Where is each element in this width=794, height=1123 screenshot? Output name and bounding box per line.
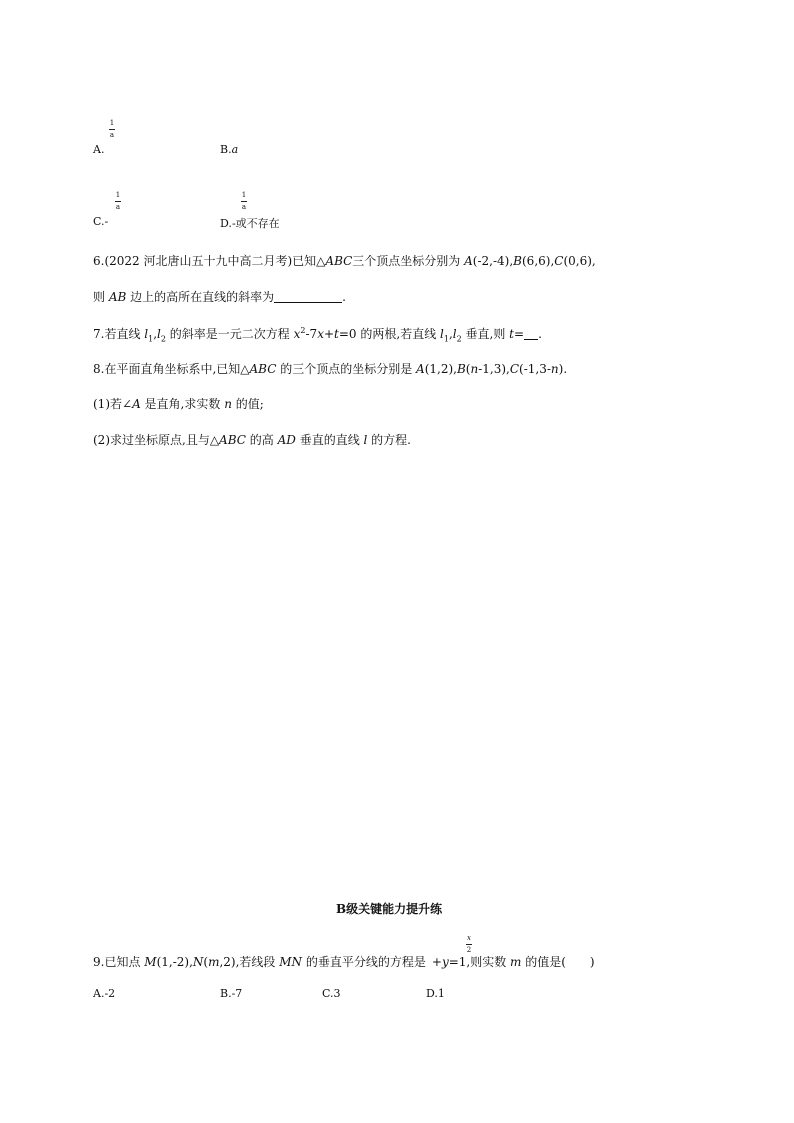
- option-d-label: D.: [220, 217, 232, 230]
- option-d: [220, 215, 280, 231]
- q7-comma2: ,: [448, 327, 453, 341]
- question-6-line-2: [93, 288, 346, 305]
- q7-eq-mid: -7: [305, 327, 318, 341]
- q9-m2: m: [510, 955, 522, 969]
- q9-mid2: 的垂直平分线的方程是: [302, 955, 426, 969]
- question-6-line-1: [93, 252, 596, 269]
- question-9: [93, 953, 595, 970]
- option-d-suffix: 或不存在: [235, 217, 280, 230]
- q8-mid: 的三个顶点的坐标分别是: [276, 362, 417, 376]
- q9-prefix: 9.已知点: [93, 955, 145, 969]
- q9-point-m: M: [144, 955, 157, 969]
- q8-p1-angle: A: [132, 397, 141, 411]
- q8-coord-b-pre: (: [465, 362, 471, 376]
- q9-fraction-numerator: x: [467, 934, 471, 942]
- q7-end: .: [538, 327, 542, 341]
- q6-answer-blank[interactable]: [274, 290, 342, 303]
- q6-point-b: B: [513, 254, 522, 268]
- q9-fraction-bar: [466, 944, 472, 945]
- q7-line-l2: l: [157, 327, 161, 341]
- q9-segment: MN: [279, 955, 303, 969]
- q6-segment: AB: [108, 290, 127, 304]
- q8-p2-mid: 的高: [245, 433, 278, 447]
- q6-line2-prefix: 则: [93, 290, 109, 304]
- q9-y: y: [441, 955, 449, 969]
- option-c: [93, 215, 108, 228]
- q8-p2-mid2: 垂直的直线: [295, 433, 364, 447]
- question-7: [93, 325, 542, 343]
- q7-mid1: 的斜率是一元二次方程: [165, 327, 294, 341]
- option-c-sign: -: [104, 215, 109, 228]
- q7-prefix: 7.若直线: [93, 327, 145, 341]
- option-b: [220, 143, 238, 156]
- option-a-label: A.: [93, 143, 105, 156]
- q8-triangle: ABC: [249, 362, 277, 376]
- q9-m-var: m: [208, 955, 220, 969]
- option-a-fraction-bar: [109, 129, 115, 130]
- q8-p1-prefix: (1)若∠: [93, 397, 133, 411]
- q8-point-a: A: [416, 362, 425, 376]
- q9-fraction-denominator: 2: [466, 946, 472, 954]
- q7-eq-plus: +: [323, 327, 335, 341]
- q9-point-n: N: [192, 955, 204, 969]
- q8-p2-prefix: (2)求过坐标原点,且与△: [93, 433, 220, 447]
- q7-eq-x: x: [293, 327, 301, 341]
- option-d-numerator: 1: [241, 191, 247, 199]
- q8-p2-triangle: ABC: [219, 433, 246, 447]
- q8-n2: n: [550, 362, 559, 376]
- question-8-part-2: [93, 431, 411, 448]
- q8-p2-end: 的方程.: [367, 433, 411, 447]
- q7-t: t: [509, 327, 514, 341]
- q7-eq: =: [514, 327, 525, 341]
- q8-p1-end: 的值;: [231, 397, 264, 411]
- q8-p2-line: l: [363, 433, 368, 447]
- q9-coord-m: (1,-2),: [156, 955, 193, 969]
- q8-coord-c-pre: (-1,3-: [519, 362, 551, 376]
- option-c-denominator: a: [115, 203, 121, 211]
- q7-answer-blank[interactable]: [524, 327, 538, 340]
- q8-n1: n: [470, 362, 479, 376]
- option-a-numerator: 1: [109, 119, 115, 127]
- q6-coord-b: (6,6),: [522, 254, 555, 268]
- q7-line-l1: l: [144, 327, 149, 341]
- option-c-label: C.: [93, 215, 105, 228]
- option-c-fraction-bar: [115, 201, 121, 202]
- q6-prefix: 6.(2022 河北唐山五十九中高二月考)已知△: [93, 254, 326, 268]
- q6-point-c: C: [554, 254, 564, 268]
- q9-option-d[interactable]: D.1: [426, 987, 445, 1000]
- q9-mid: 若线段: [239, 955, 280, 969]
- q7-mid3: 垂直,则: [461, 327, 510, 341]
- q7-sub4: 2: [456, 334, 462, 344]
- q7-comma: ,: [153, 327, 158, 341]
- q9-coord-n-pre: (: [203, 955, 209, 969]
- q8-coord-a: (1,2),: [424, 362, 457, 376]
- q6-line2-end: .: [342, 290, 346, 304]
- q7-eq-x2: x: [317, 327, 324, 341]
- q9-end: 的值是( ): [521, 955, 595, 969]
- q8-coord-b-post: -1,3),: [478, 362, 510, 376]
- option-a: [93, 143, 104, 156]
- q6-triangle: ABC: [325, 254, 353, 268]
- question-8-part-1: [93, 395, 264, 412]
- option-b-label: B.: [220, 143, 232, 156]
- q6-coord-c: (0,6),: [563, 254, 596, 268]
- q9-eq-end: =1,则实数: [448, 955, 511, 969]
- q6-line2-mid: 边上的高所在直线的斜率为: [126, 290, 275, 304]
- q8-coord-c-post: ).: [558, 362, 568, 376]
- q8-prefix: 8.在平面直角坐标系中,已知△: [93, 362, 250, 376]
- option-d-sign: -: [231, 217, 236, 230]
- option-b-value: a: [231, 143, 239, 156]
- q8-p2-altitude: AD: [277, 433, 296, 447]
- q7-eq-end: =0: [338, 327, 357, 341]
- q7-mid2: 的两根,若直线: [356, 327, 441, 341]
- q8-point-b: B: [456, 362, 466, 376]
- q6-mid: 三个顶点坐标分别为: [352, 254, 465, 268]
- q7-line-l4: l: [452, 327, 457, 341]
- q8-point-c: C: [509, 362, 520, 376]
- section-heading: B级关键能力提升练: [336, 902, 443, 916]
- q7-sub1: 1: [148, 334, 154, 344]
- q9-option-b[interactable]: B.-7: [220, 987, 243, 1000]
- option-c-numerator: 1: [115, 191, 121, 199]
- q9-option-a[interactable]: A.-2: [93, 987, 116, 1000]
- option-d-denominator: a: [241, 203, 247, 211]
- q7-eq-sup: 2: [300, 326, 306, 335]
- q7-line-l3: l: [440, 327, 444, 341]
- q7-eq-t: t: [334, 327, 339, 341]
- q9-option-c[interactable]: C.3: [322, 987, 341, 1000]
- q6-coord-a: (-2,-4),: [472, 254, 514, 268]
- q8-p1-n: n: [224, 397, 232, 411]
- q7-sub2: 2: [160, 334, 166, 344]
- q9-coord-n-post: ,2),: [219, 955, 240, 969]
- option-d-fraction-bar: [241, 201, 247, 202]
- q7-sub3: 1: [443, 334, 449, 344]
- q8-p1-mid: 是直角,求实数: [140, 397, 225, 411]
- q9-plus: +: [431, 955, 442, 969]
- q6-point-a: A: [464, 254, 473, 268]
- option-a-denominator: a: [109, 131, 115, 139]
- question-8: [93, 360, 567, 377]
